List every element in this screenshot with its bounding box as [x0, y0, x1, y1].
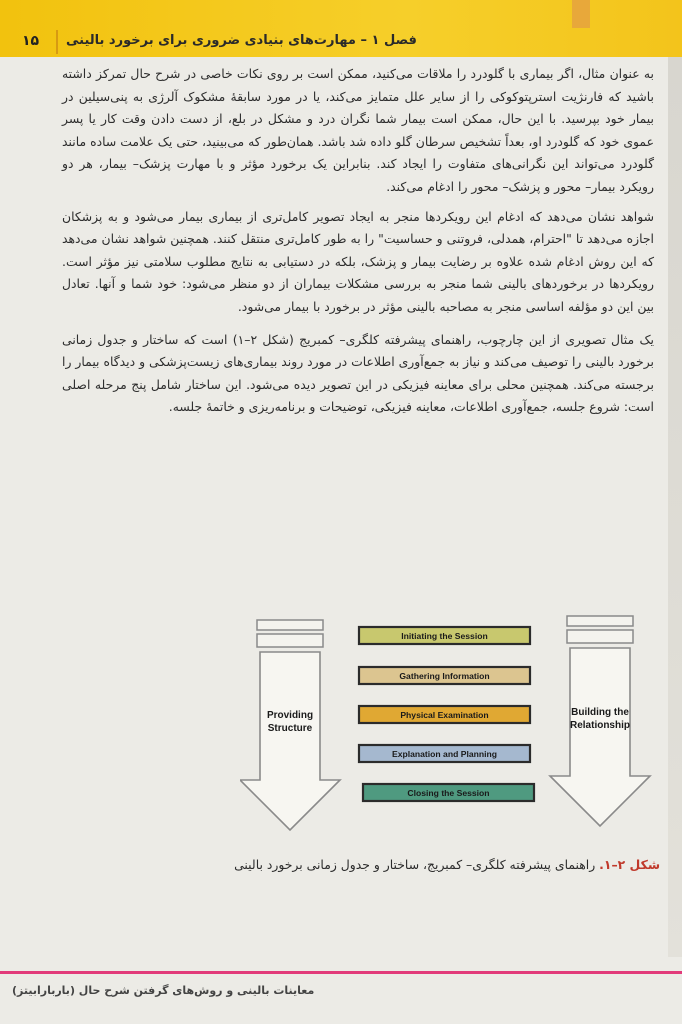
- footer-rule: [0, 971, 682, 974]
- stage-label: Initiating the Session: [401, 631, 488, 641]
- left-arrow-bar-1: [257, 620, 323, 630]
- right-arrow-label-line-2: Relationship: [569, 720, 631, 731]
- footer-book-title: معاینات بالینی و روش‌های گرفتن شرح حال (باربارابیتز): [12, 984, 315, 997]
- stage-label: Physical Examination: [400, 710, 489, 720]
- left-arrow-bar-2: [257, 634, 323, 647]
- right-arrow-bar-1: [567, 616, 633, 626]
- left-arrow-label-line-2: Structure: [267, 723, 313, 734]
- calgary-cambridge-figure: [240, 608, 660, 848]
- paragraph-3: یک مثال تصویری از این چارچوب، راهنمای پیشرفته کلگری– کمبریج (شکل ۲–۱) است که ساختار و جدول زمانی برخورد بالینی را توصیف می‌کند و نیاز به جمع‌آوری اطلاعات در مورد روند بیماری‌های زیست‌پزشکی و دیدگاه بیمار را برجسته می‌کند. همچنین محلی برای معاینه فیزیکی در این تصویر دیده می‌شود. این ساختار شامل پنج مرحله اصلی است: شروع جلسه، جمع‌آوری اطلاعات، معاینه فیزیکی، توضیحات و برنامه‌ریزی و خاتمهٔ جلسه.: [62, 331, 654, 415]
- left-arrow-label-line-1: Providing: [266, 710, 314, 721]
- right-arrow-bar-2: [567, 630, 633, 643]
- page-edge-shadow: [668, 57, 682, 957]
- stage-label: Explanation and Planning: [391, 749, 498, 759]
- right-arrow-label-line-1: Building the: [571, 707, 629, 718]
- caption-text: راهنمای پیشرفته کلگری– کمبریج، ساختار و جدول زمانی برخورد بالینی: [234, 857, 600, 872]
- header-accent-tab: [572, 0, 590, 28]
- header-divider: [56, 30, 58, 54]
- stage-label: Closing the Session: [407, 788, 490, 798]
- right-arrow-shape: [550, 648, 650, 826]
- stage-physical-examination: [359, 706, 530, 723]
- figure-caption: [234, 857, 660, 872]
- stage-label: Gathering Information: [399, 671, 490, 681]
- caption-label: شکل ۲–۱.: [599, 857, 660, 872]
- body-text: [62, 63, 654, 543]
- page-number: ۱۵: [22, 33, 40, 49]
- stage-gathering-information: [359, 667, 530, 684]
- chapter-title: فصل ۱ – مهارت‌های بنیادی ضروری برای برخورد بالینی: [66, 33, 417, 48]
- stage-explanation-planning: [359, 745, 530, 762]
- left-arrow-shape: [240, 652, 340, 830]
- stage-closing-session: [363, 784, 534, 801]
- stage-initiating-session: [359, 627, 530, 644]
- page-header: [0, 0, 682, 57]
- paragraph-2: شواهد نشان می‌دهد که ادغام این رویکردها منجر به ایجاد تصویر کامل‌تری از بیماری بیمار می‌شود و به پزشکان اجازه می‌دهد تا "احترام، همدلی، فروتنی و حساسیت" را به طور کامل‌تری منتقل کنند. همچنین شواهد نشان می‌دهد که این روش ادغام شده علاوه بر رضایت بیمار و پزشک، بلکه در دستیابی به نتایج مطلوب سلامتی نیز مؤثر است. رویکردها در برخوردهای بالینی شما منجر به بررسی مشکلات بیماران از دو منظر می‌شود: خود شما و آنها. تعادل بین این دو مؤلفه اساسی منجر به مصاحبه بالینی مؤثر در برخورد با بیمار می‌شود.: [62, 208, 654, 314]
- paragraph-1: به عنوان مثال، اگر بیماری با گلودرد را ملاقات می‌کنید، ممکن است بر روی نکات خاصی در شرح حال تمرکز داشته باشید که فارنژیت استرپتوکوکی را از سایر علل متمایز می‌کند، یا در مورد سابقهٔ مشکوک آلرژی به پنی‌سیلین در بیمار خود بپرسید. با این حال، ممکن است بیمار شما نگران درد و مشکل در بلع، از دست دادن وقت کار یا پسر عموی خود که گلودرد او، بعداً تشخیص سرطان گلو داده شد باشد. همان‌طور که می‌بینید، حتی یک علامت ساده مانند گلودرد می‌تواند این نگرانی‌های متفاوت را ایجاد کند. بنابراین یک برخورد مؤثر و با مهارت پزشک– بیمار، هر دو رویکرد بیمار– محور و پزشک– محور را ادغام می‌کند.: [62, 66, 654, 194]
- figure-diagram: [240, 608, 660, 848]
